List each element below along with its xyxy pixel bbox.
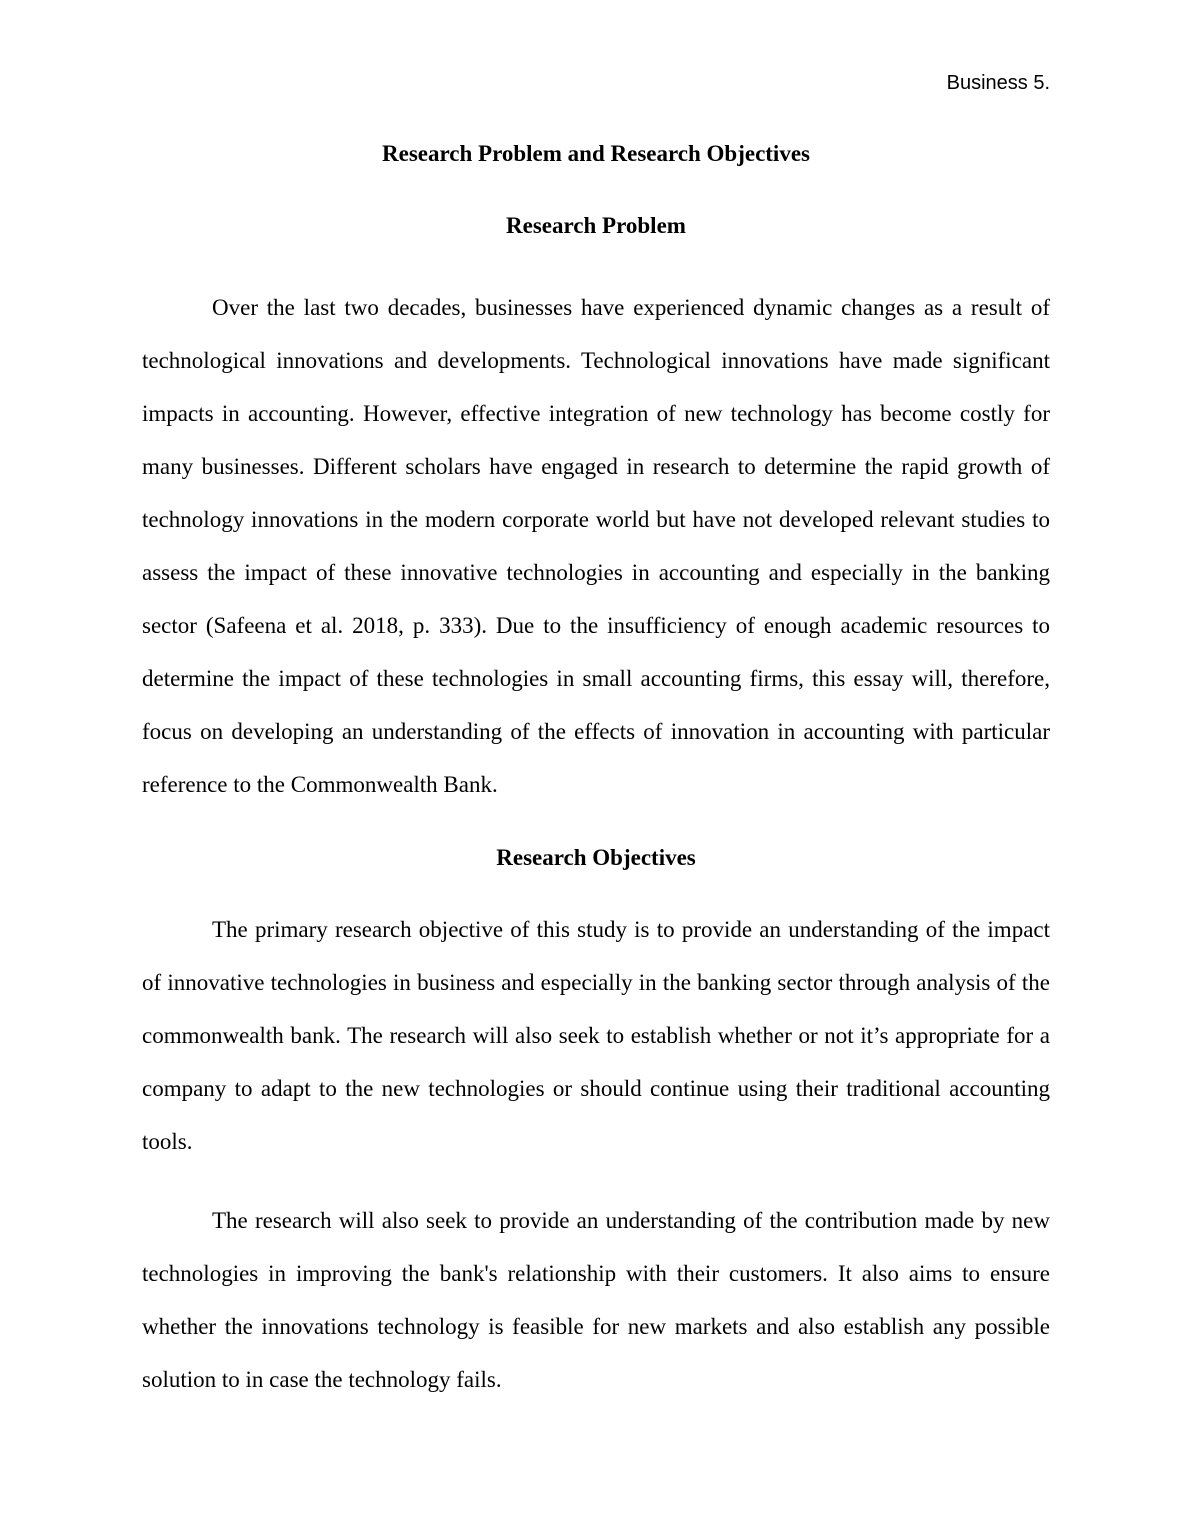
paragraph-research-problem: Over the last two decades, businesses have experienced dynamic changes as a result of technological innovations and developments. Technological innovations have made significant impacts in accounting. However, effective integration of new technology has become costly for many businesses. Different scholars have engaged in research to determine the rapid growth of technology innovations in the modern corporate world but have not developed relevant studies to assess the impact of these innovative technologies in accounting and especially in the banking sector (Safeena et al. 2018, p. 333). Due to the insufficiency of enough academic resources to determine the impact of these technologies in small accounting firms, this essay will, therefore, focus on developing an understanding of the effects of innovation in accounting with particular reference to the Commonwealth Bank. <box>142 295 1050 797</box>
section-heading-research-problem: Research Problem <box>506 213 686 238</box>
page-header-label: Business 5. <box>946 72 1050 94</box>
document-title: Research Problem and Research Objectives <box>382 141 810 166</box>
paragraph-research-objectives-2: The research will also seek to provide an understanding of the contribution made by new technologies in improving the bank's relationship with their customers. It also aims to ensure whether the innovations technology is feasible for new markets and also establish any possible solution to in case the technology fails. <box>142 1208 1050 1392</box>
section-heading-research-objectives: Research Objectives <box>496 845 696 870</box>
paragraph-research-objectives-1: The primary research objective of this study is to provide an understanding of the impact of innovative technologies in business and especially in the banking sector through analysis of the commonwealth bank. The research will also seek to establish whether or not it’s appropriate for a company to adapt to the new technologies or should continue using their traditional accounting tools. <box>142 917 1050 1154</box>
